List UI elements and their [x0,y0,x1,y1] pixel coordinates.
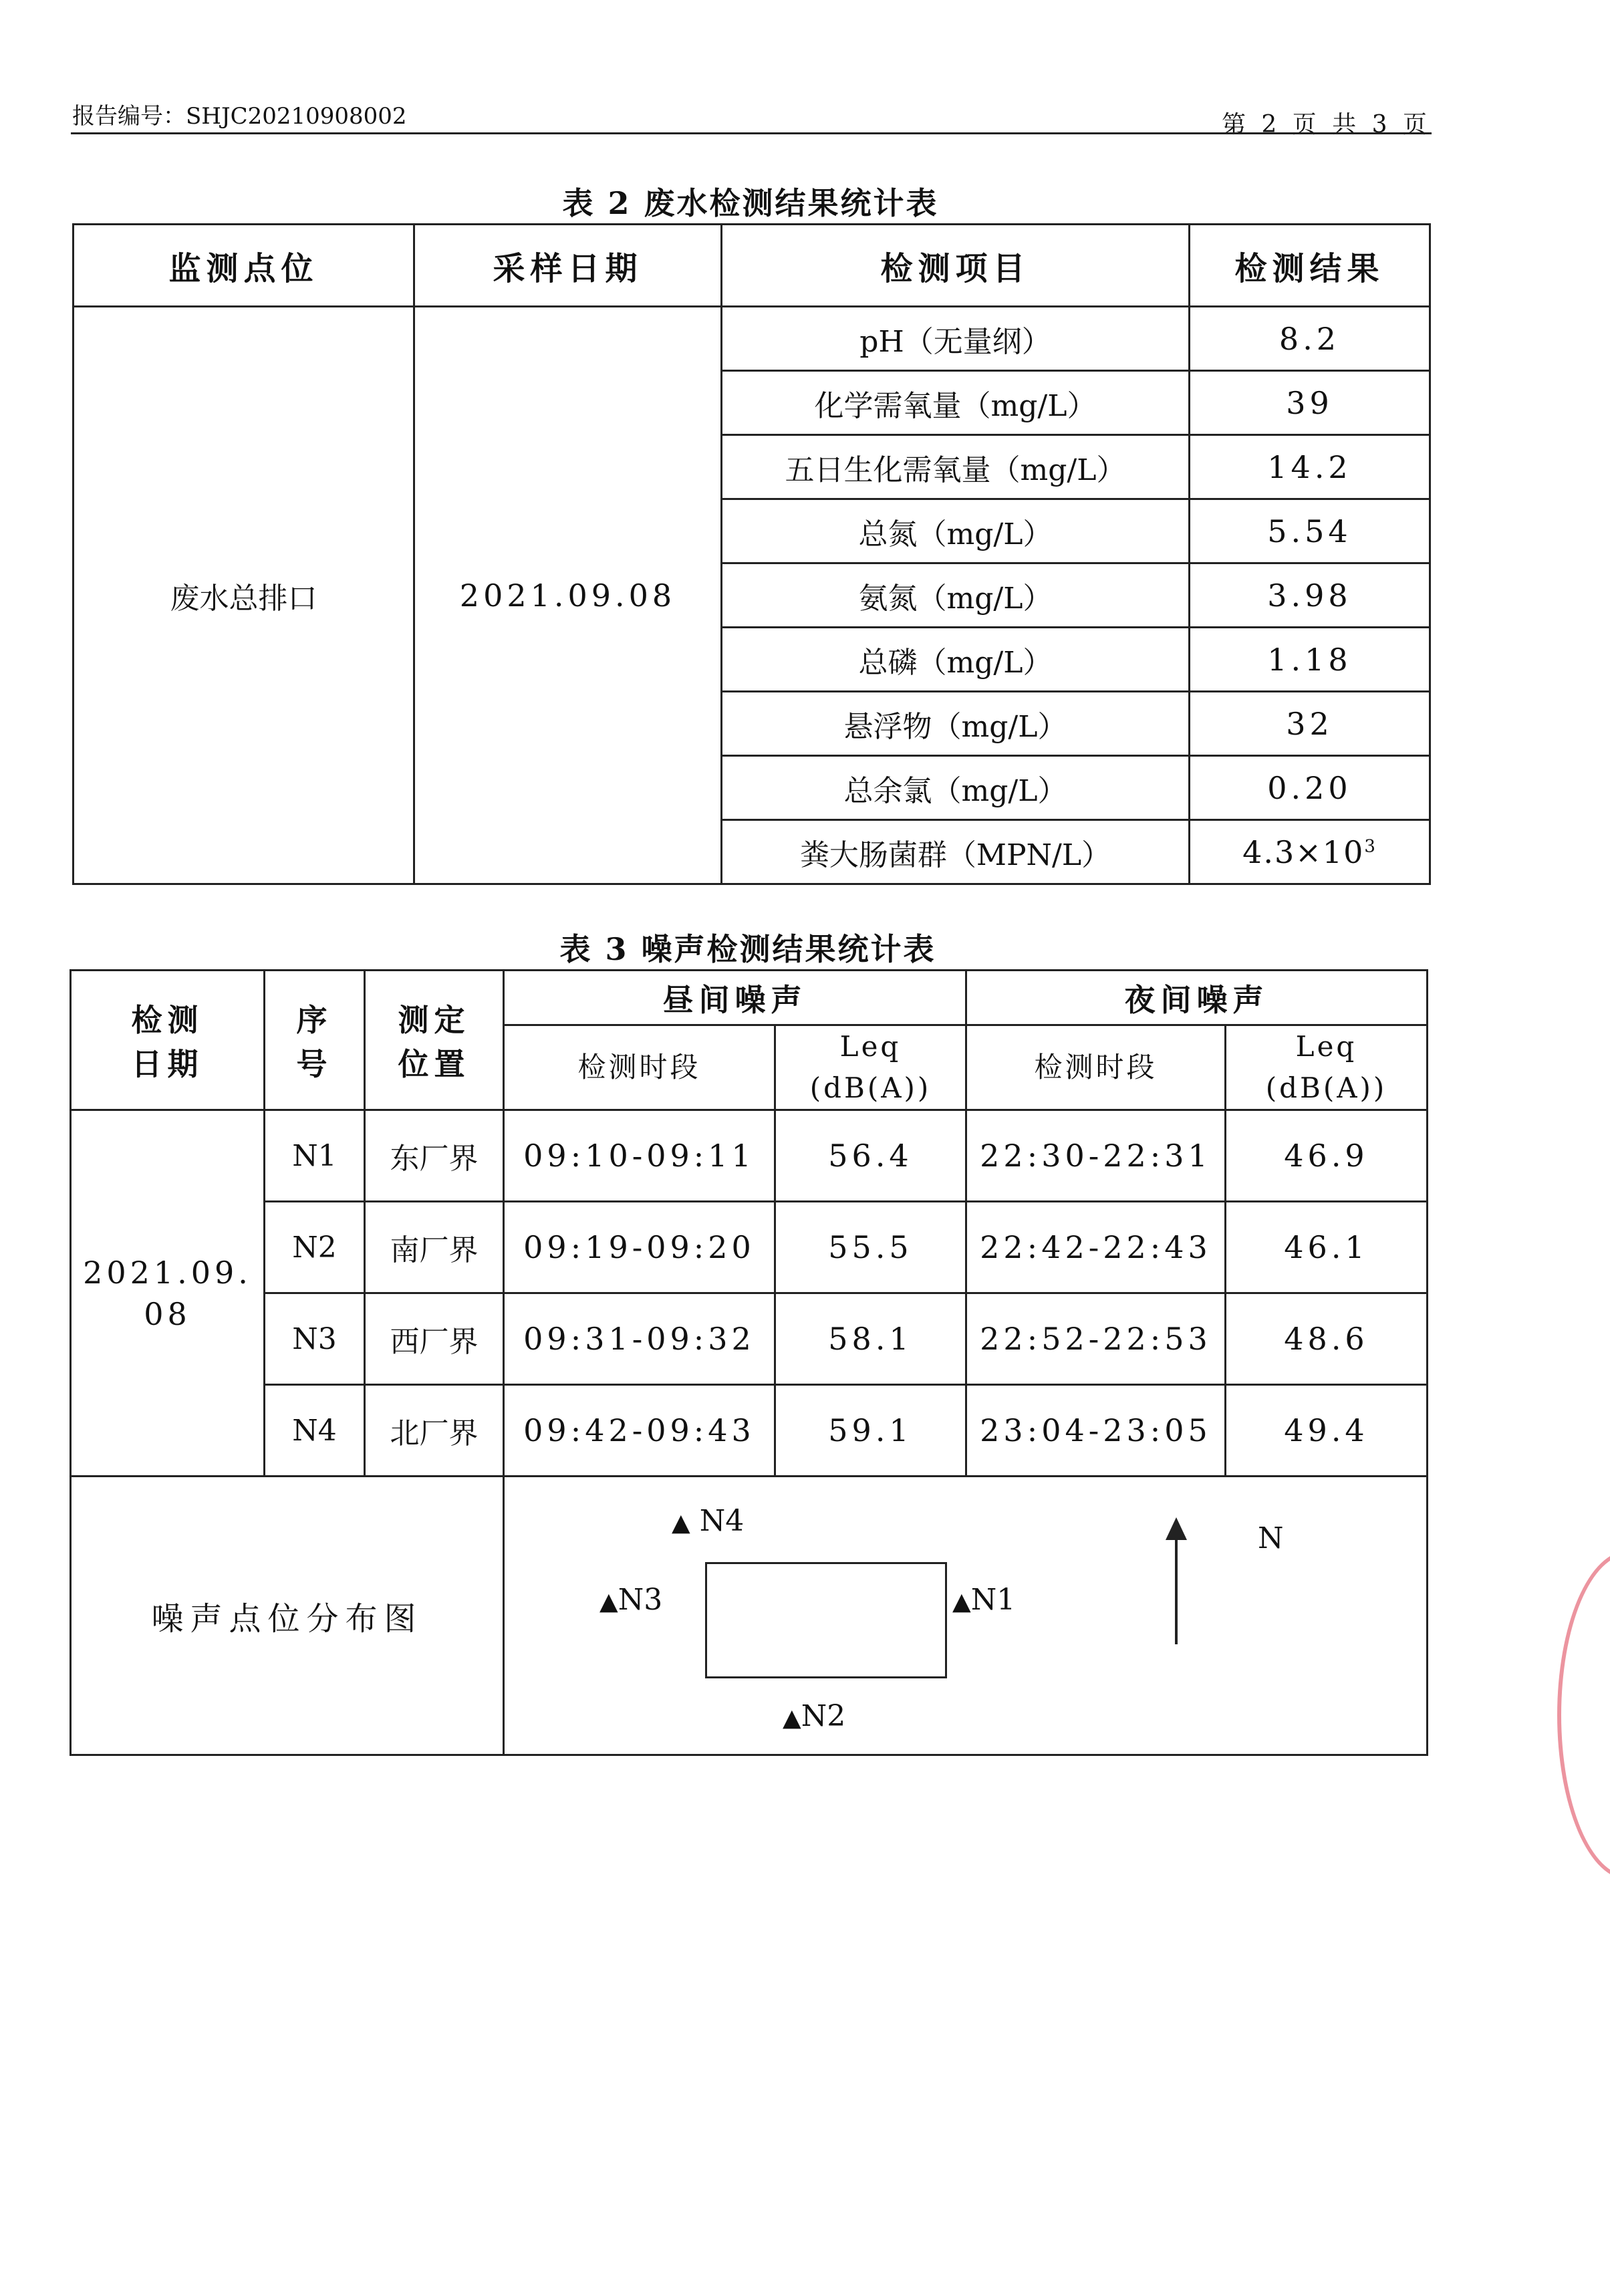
table-row [71,1385,1428,1477]
test-item: 总余氯（mg/L） [722,756,1190,820]
header-text: 序 [296,1002,333,1038]
north-arrow-icon [1175,1521,1178,1644]
header-text: 位置 [398,1046,471,1082]
day-period: 09:19-09:20 [504,1202,775,1293]
header-text: (dB(A)) [1265,1071,1387,1104]
test-item: 五日生化需氧量（mg/L） [722,435,1190,499]
night-leq: 49.4 [1226,1385,1428,1477]
marker-n2 [783,1699,845,1733]
page-number: 第 2 页 共 3 页 [1221,111,1431,138]
point-number: N4 [265,1385,365,1477]
point-number: N1 [265,1110,365,1202]
diagram-row [71,1477,1428,1755]
day-period: 09:31-09:32 [504,1293,775,1385]
header-test-item: 检测项目 [722,225,1190,307]
test-item: 悬浮物（mg/L） [722,692,1190,756]
marker-label: N3 [618,1583,663,1617]
night-period: 22:30-22:31 [966,1110,1226,1202]
wastewater-results-table [72,223,1431,885]
point-number: N3 [265,1293,365,1385]
test-result: 0.20 [1190,756,1430,820]
test-result: 8.2 [1190,307,1430,371]
marker-n3 [599,1583,662,1617]
night-period: 23:04-23:05 [966,1385,1226,1477]
marker-n1 [952,1583,1015,1617]
result-exponent: 3 [1364,836,1377,857]
date-text: 08 [144,1295,191,1332]
table3-caption: 表 3 噪声检测结果统计表 [559,931,936,967]
point-position: 西厂界 [365,1293,504,1385]
header-test-date [71,971,265,1110]
header-text: Leq [1295,1030,1357,1063]
header-text: 测定 [398,1002,471,1038]
marker-label: N1 [970,1583,1016,1617]
day-period: 09:42-09:43 [504,1385,775,1477]
night-leq: 46.9 [1226,1110,1428,1202]
table-row [71,1110,1428,1202]
header-daytime-noise: 昼间噪声 [504,971,966,1025]
header-position [365,971,504,1110]
report-number: 报告编号：SHJC20210908002 [72,103,407,130]
monitoring-location: 废水总排口 [74,307,414,884]
night-period: 22:52-22:53 [966,1293,1226,1385]
day-period: 09:10-09:11 [504,1110,775,1202]
site-boundary [705,1562,947,1678]
header-divider [71,132,1432,134]
test-item: 总氮（mg/L） [722,499,1190,563]
header-serial-no [265,971,365,1110]
date-text: 2021.09. [83,1254,252,1291]
day-leq: 58.1 [775,1293,966,1385]
test-item: 氨氮（mg/L） [722,563,1190,628]
night-leq: 46.1 [1226,1202,1428,1293]
sample-date: 2021.09.08 [414,307,722,884]
north-label: N [1258,1521,1284,1555]
noise-results-table [70,969,1428,1756]
night-period: 22:42-22:43 [966,1202,1226,1293]
test-result: 32 [1190,692,1430,756]
triangle-marker-icon: ▲ [672,1509,690,1537]
table3-header-row [71,971,1428,1025]
header-day-leq [775,1025,966,1110]
test-item: pH（无量纲） [722,307,1190,371]
marker-n4 [672,1504,744,1538]
noise-test-date [71,1110,265,1477]
header-test-result: 检测结果 [1190,225,1430,307]
marker-label: N4 [699,1504,745,1538]
header-location: 监测点位 [74,225,414,307]
header-text: 检测 [131,1002,204,1038]
site-map [505,1477,1426,1754]
triangle-marker-icon: ▲ [952,1588,971,1616]
triangle-marker-icon: ▲ [783,1704,801,1732]
header-sample-date: 采样日期 [414,225,722,307]
table-row [74,307,1430,371]
header-nighttime-noise: 夜间噪声 [966,971,1428,1025]
table-row [71,1202,1428,1293]
test-item: 粪大肠菌群（MPN/L） [722,820,1190,884]
test-result: 1.18 [1190,628,1430,692]
header-text: 号 [296,1046,333,1082]
noise-point-diagram-label: 噪声点位分布图 [71,1477,504,1755]
point-position: 北厂界 [365,1385,504,1477]
header-night-period: 检测时段 [966,1025,1226,1110]
header-text: 日期 [131,1046,204,1082]
result-base: 4.3×10 [1242,834,1365,870]
header-text: (dB(A)) [809,1071,932,1104]
point-number: N2 [265,1202,365,1293]
test-result: 39 [1190,371,1430,435]
table2-header-row [74,225,1430,307]
test-item: 化学需氧量（mg/L） [722,371,1190,435]
table-row [71,1293,1428,1385]
triangle-marker-icon: ▲ [599,1588,618,1616]
table2-caption: 表 2 废水检测结果统计表 [562,185,939,221]
header-night-leq [1226,1025,1428,1110]
header-text: Leq [839,1030,902,1063]
noise-point-diagram [504,1477,1428,1755]
night-leq: 48.6 [1226,1293,1428,1385]
seal-stamp [1557,1551,1610,1880]
test-result: 14.2 [1190,435,1430,499]
day-leq: 56.4 [775,1110,966,1202]
day-leq: 59.1 [775,1385,966,1477]
header-day-period: 检测时段 [504,1025,775,1110]
marker-label: N2 [801,1699,846,1733]
test-result: 5.54 [1190,499,1430,563]
test-item: 总磷（mg/L） [722,628,1190,692]
point-position: 东厂界 [365,1110,504,1202]
test-result: 3.98 [1190,563,1430,628]
point-position: 南厂界 [365,1202,504,1293]
day-leq: 55.5 [775,1202,966,1293]
test-result [1190,820,1430,884]
